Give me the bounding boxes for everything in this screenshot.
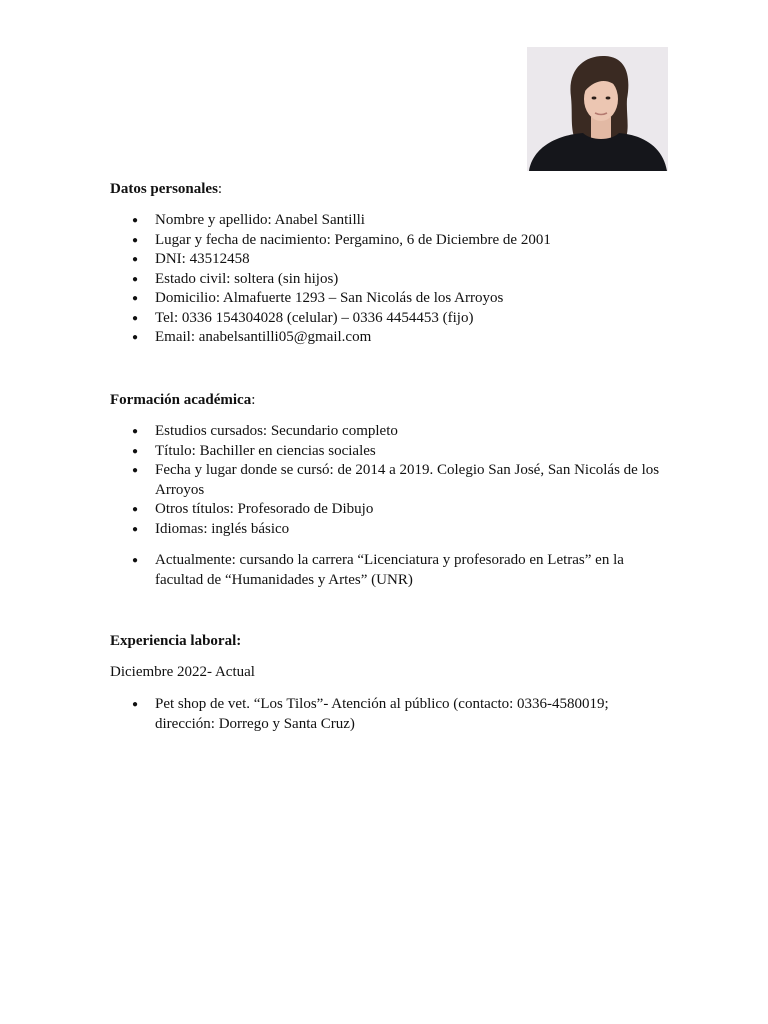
list-item-personal-name: ● Nombre y apellido: Anabel Santilli xyxy=(110,211,670,231)
profile-photo xyxy=(527,47,668,171)
list-item-personal-birth: ● Lugar y fecha de nacimiento: Pergamino, 6 de Diciembre de 2001 xyxy=(110,231,670,251)
list-item-personal-phone: ● Tel: 0336 154304028 (celular) – 0336 4454453 (fijo) xyxy=(110,309,670,329)
section-title-personal-text: Datos personales xyxy=(110,181,218,197)
profile-photo-illustration xyxy=(527,47,668,171)
list-item-experience-petshop: ● Pet shop de vet. “Los Tilos”- Atención al público (contacto: 0336-4580019; dirección: Dorrego y Santa Cruz) xyxy=(110,695,670,734)
list-item-personal-civil-status: ● Estado civil: soltera (sin hijos) xyxy=(110,270,670,290)
personal-list xyxy=(110,211,670,348)
experience-list xyxy=(110,695,670,734)
section-title-experience xyxy=(110,632,241,652)
list-item-education-dates-place: ● Fecha y lugar donde se cursó: de 2014 a 2019. Colegio San José, San Nicolás de los Arroyos xyxy=(110,461,670,500)
section-title-education-text: Formación académica xyxy=(110,392,252,408)
education-list xyxy=(110,422,670,590)
list-item-personal-email: ● Email: anabelsantilli05@gmail.com xyxy=(110,328,670,348)
list-item-education-degree: ● Título: Bachiller en ciencias sociales xyxy=(110,442,670,462)
list-item-personal-address: ● Domicilio: Almafuerte 1293 – San Nicolás de los Arroyos xyxy=(110,289,670,309)
list-item-education-languages: ● Idiomas: inglés básico xyxy=(110,520,670,540)
list-item-education-other-degrees: ● Otros títulos: Profesorado de Dibujo xyxy=(110,500,670,520)
list-item-education-current: ● Actualmente: cursando la carrera “Licenciatura y profesorado en Letras” en la facultad de “Humanidades y Artes” (UNR) xyxy=(110,551,670,590)
list-item-personal-dni: ● DNI: 43512458 xyxy=(110,250,670,270)
section-title-personal xyxy=(110,180,222,200)
list-item-education-studies: ● Estudios cursados: Secundario completo xyxy=(110,422,670,442)
section-title-experience-text: Experiencia laboral: xyxy=(110,633,242,649)
section-title-education xyxy=(110,391,255,411)
section-title-education-colon: : xyxy=(251,392,256,408)
experience-period: Diciembre 2022- Actual xyxy=(110,664,255,680)
section-title-personal-colon: : xyxy=(217,181,223,197)
